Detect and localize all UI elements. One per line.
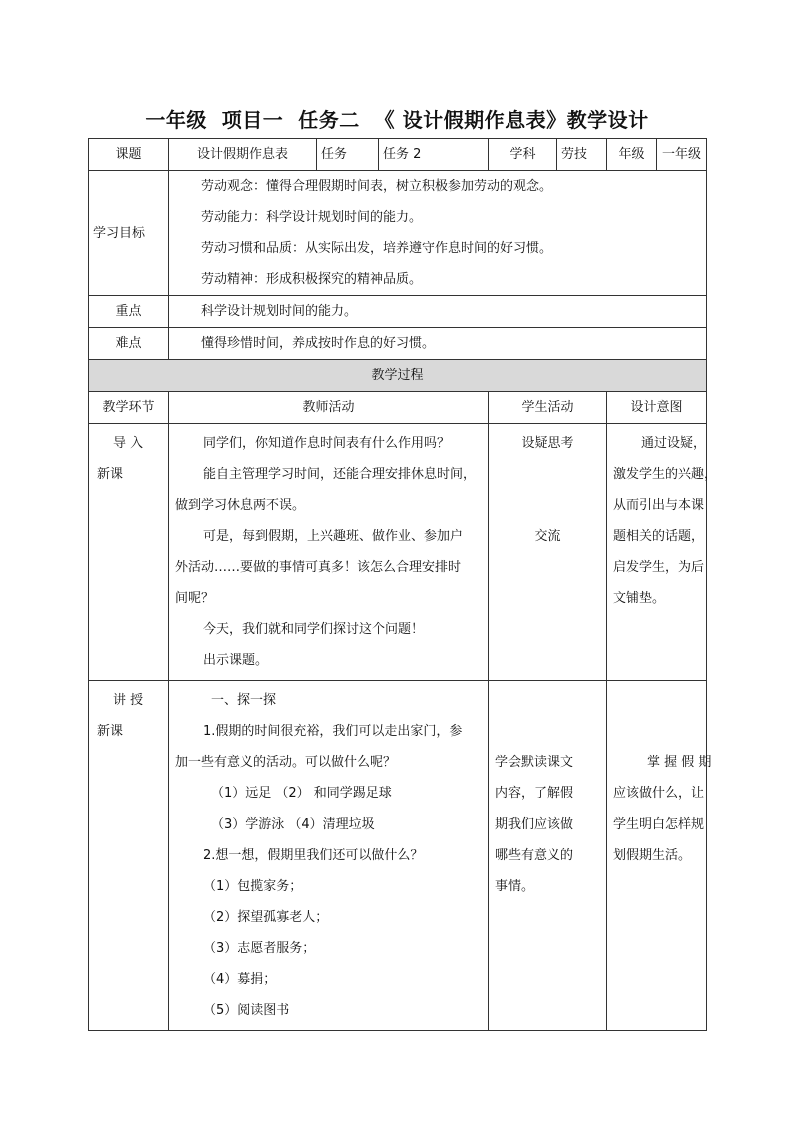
process-header-row bbox=[89, 360, 707, 392]
lecture-stage-row bbox=[89, 681, 707, 1031]
lecture-teacher-line: （4）募捐； bbox=[203, 972, 277, 987]
task-value: 任务 2 bbox=[379, 139, 489, 171]
lecture-intent-line: 应该做什么，让 bbox=[613, 786, 705, 801]
intro-stage-row bbox=[89, 424, 707, 681]
key-point-label: 重点 bbox=[89, 296, 169, 328]
task-label: 任务 bbox=[317, 139, 379, 171]
lecture-student-line: 哪些有意义的 bbox=[495, 848, 574, 863]
objective-item: 劳动观念：懂得合理假期时间表，树立积极参加劳动的观念。 bbox=[201, 179, 553, 194]
intro-student-cell bbox=[489, 424, 607, 681]
lecture-teacher-line: （1）远足 （2） 和同学踢足球 bbox=[211, 786, 392, 801]
intro-teacher-line: 今天，我们就和同学们探讨这个问题！ bbox=[203, 622, 425, 637]
difficulty-row bbox=[89, 328, 707, 360]
grade-value: 一年级 bbox=[657, 139, 707, 171]
process-columns-row bbox=[89, 392, 707, 424]
objectives-row bbox=[89, 171, 707, 296]
lecture-stage-line: 讲 授 bbox=[113, 693, 144, 708]
lesson-plan-table bbox=[88, 138, 718, 1031]
intro-intent-cell bbox=[607, 424, 718, 681]
intro-intent-line: 启发学生，为后 bbox=[613, 560, 705, 575]
intro-intent-line: 激发学生的兴趣， bbox=[613, 467, 718, 482]
course-value: 设计假期作息表 bbox=[169, 139, 317, 171]
objective-item: 劳动能力：科学设计规划时间的能力。 bbox=[201, 210, 423, 225]
intro-teacher-line: 外活动……要做的事情可真多！该怎么合理安排时 bbox=[175, 560, 462, 575]
info-row bbox=[89, 139, 707, 171]
intro-teacher-line: 做到学习休息两不误。 bbox=[175, 498, 306, 513]
lecture-teacher-line: 一、探一探 bbox=[211, 693, 277, 708]
lecture-teacher-line: 1.假期的时间很充裕，我们可以走出家门，参 bbox=[203, 724, 463, 739]
intro-teacher-line: 同学们，你知道作息时间表有什么作用吗？ bbox=[203, 436, 451, 451]
intro-stage-line: 导 入 bbox=[113, 436, 144, 451]
lecture-teacher-line: 2.想一想，假期里我们还可以做什么？ bbox=[203, 848, 424, 863]
objectives-cell bbox=[169, 171, 707, 296]
lecture-teacher-line: 加一些有意义的活动。可以做什么呢？ bbox=[175, 755, 397, 770]
lecture-teacher-line: （5）阅读图书 bbox=[203, 1003, 290, 1018]
key-point-value: 科学设计规划时间的能力。 bbox=[169, 296, 707, 328]
column-header-intent: 设计意图 bbox=[607, 392, 707, 424]
lecture-intent-cell bbox=[607, 681, 712, 1031]
intro-stage-line: 新课 bbox=[97, 467, 124, 482]
lecture-teacher-line: （3）学游泳 （4）清理垃圾 bbox=[211, 817, 375, 832]
course-label: 课题 bbox=[89, 139, 169, 171]
intro-stage-cell bbox=[89, 424, 169, 681]
intro-intent-line: 题相关的话题， bbox=[613, 529, 705, 544]
intro-teacher-cell bbox=[169, 424, 489, 681]
intro-teacher-line: 能自主管理学习时间，还能合理安排休息时间， bbox=[203, 467, 477, 482]
lecture-teacher-cell bbox=[169, 681, 489, 1031]
document-title: 一年级 项目一 任务二 《 设计假期作息表》教学设计 bbox=[145, 108, 649, 132]
subject-label: 学科 bbox=[489, 139, 557, 171]
intro-intent-line: 从而引出与本课 bbox=[613, 498, 705, 513]
intro-teacher-line: 间呢？ bbox=[175, 591, 215, 606]
difficulty-value: 懂得珍惜时间，养成按时作息的好习惯。 bbox=[169, 328, 707, 360]
lecture-intent-line: 学生明白怎样规 bbox=[613, 817, 705, 832]
intro-student-line: 设疑思考 bbox=[521, 436, 574, 451]
intro-student-line: 交流 bbox=[534, 529, 561, 544]
intro-teacher-line: 可是，每到假期，上兴趣班、做作业、参加户 bbox=[203, 529, 464, 544]
subject-value: 劳技 bbox=[557, 139, 607, 171]
lecture-student-line: 期我们应该做 bbox=[495, 817, 574, 832]
lecture-teacher-line: （1）包揽家务； bbox=[203, 879, 303, 894]
lecture-student-line: 内容，了解假 bbox=[495, 786, 574, 801]
objective-item: 劳动精神：形成积极探究的精神品质。 bbox=[201, 272, 423, 287]
column-header-student: 学生活动 bbox=[489, 392, 607, 424]
difficulty-label: 难点 bbox=[89, 328, 169, 360]
intro-intent-line: 通过设疑， bbox=[641, 436, 707, 451]
lecture-student-line: 学会默读课文 bbox=[495, 755, 574, 770]
column-header-stage: 教学环节 bbox=[89, 392, 169, 424]
lecture-teacher-line: （3）志愿者服务； bbox=[203, 941, 316, 956]
lecture-intent-line: 划假期生活。 bbox=[613, 848, 692, 863]
intro-teacher-line: 出示课题。 bbox=[203, 653, 269, 668]
objective-item: 劳动习惯和品质：从实际出发，培养遵守作息时间的好习惯。 bbox=[201, 241, 553, 256]
lecture-student-line: 事情。 bbox=[495, 879, 535, 894]
intro-intent-line: 文铺垫。 bbox=[613, 591, 666, 606]
objectives-label: 学习目标 bbox=[89, 171, 169, 296]
lecture-teacher-line: （2）探望孤寡老人； bbox=[203, 910, 329, 925]
process-header: 教学过程 bbox=[89, 360, 707, 392]
grade-label: 年级 bbox=[607, 139, 657, 171]
key-point-row bbox=[89, 296, 707, 328]
lecture-stage-line: 新课 bbox=[97, 724, 124, 739]
column-header-teacher: 教师活动 bbox=[169, 392, 489, 424]
lecture-stage-cell bbox=[89, 681, 169, 1031]
lecture-intent-line: 掌 握 假 期 bbox=[647, 755, 712, 770]
lecture-student-cell bbox=[489, 681, 607, 1031]
